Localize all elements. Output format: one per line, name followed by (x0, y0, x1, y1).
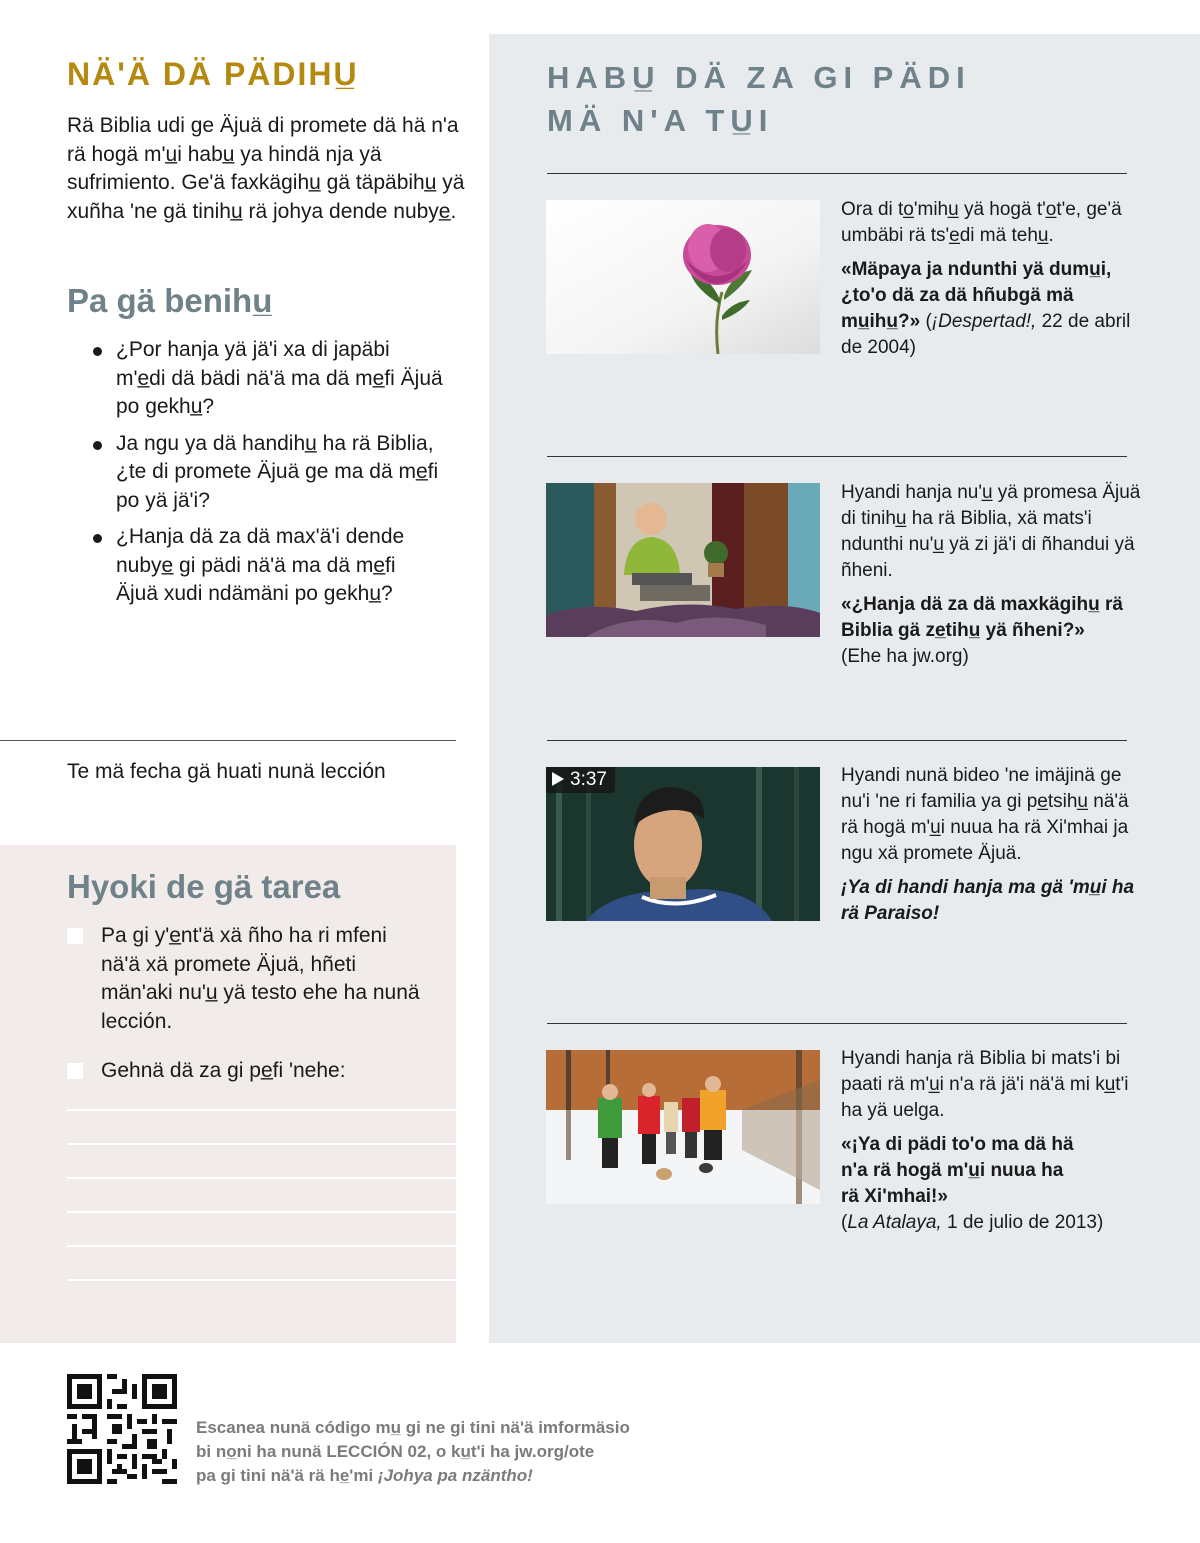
resource-link[interactable] (841, 875, 1141, 927)
resource-intro: Hyandi hanja rä Biblia bi mats'i bi paati rä m'u̲i n'a rä jä'i nä'ä mi ku̲t'i ha yä uelga. (841, 1048, 1129, 1121)
footer-line (196, 1464, 716, 1488)
task-item-text: Gehnä dä za gi pe̲fi 'nehe: (101, 1059, 346, 1082)
resource-intro: Ora di to̲'mihu̲ yä hogä t'o̲t'e, ge'ä umbäbi rä ts'e̲di mä tehu̲. (841, 199, 1122, 246)
footer-link-title[interactable]: ¡Johya pa nzäntho! (377, 1466, 533, 1485)
writing-line[interactable] (67, 1279, 456, 1281)
divider (547, 173, 1127, 174)
divider (547, 1023, 1127, 1024)
video-duration: 3:37 (570, 769, 607, 790)
footer-line-text: pa gi tini nä'ä rä he̲'mi (196, 1466, 378, 1485)
citation-pre: ( (841, 1212, 848, 1233)
divider (547, 740, 1127, 741)
footer-line: Escanea nunä código mu̲ gi ne gi tini nä'ä imformäsio (196, 1418, 630, 1437)
resource-text (841, 480, 1141, 670)
citation-date: 22 de abril de 2004) (841, 311, 1131, 358)
divider (0, 740, 456, 741)
citation-pre: ( (925, 311, 932, 332)
resource-link-text: «¡Ya di pädi to'o ma dä hä n'a rä hogä m'u̲i nuua ha rä Xi'mhai!» (841, 1134, 1074, 1207)
bullet-icon (93, 441, 102, 450)
resources-title-line2: MÄ N'A TU̲I (547, 103, 774, 138)
resource-intro: Hyandi hanja nu'u̲ yä promesa Äjuä di tinihu̲ ha rä Biblia, xä mats'i ndunthi nu'u̲ yä zi jä'i di ñhandui yä ñheni. (841, 482, 1141, 581)
review-item (93, 523, 443, 609)
review-title: Pa gä benihu̲ (67, 282, 273, 319)
writing-line[interactable] (67, 1245, 456, 1247)
writing-line[interactable] (67, 1211, 456, 1213)
resource-link-text: «¿Hanja dä za dä maxkägihu̲ rä Biblia gä ze̲tihu̲ yä ñheni?» (841, 594, 1123, 641)
review-item (93, 336, 443, 422)
task-item (67, 1057, 427, 1086)
summary-title: NÄ'Ä DÄ PÄDIHU̲ (67, 56, 359, 92)
checkbox[interactable] (67, 928, 83, 944)
resources-title (547, 56, 1107, 142)
family-walking-in-snow-image[interactable] (546, 1050, 820, 1204)
citation-source: (Ehe ha jw.org) (841, 646, 969, 667)
writing-line[interactable] (67, 1109, 456, 1111)
citation-title: ¡Despertad!, (931, 311, 1037, 332)
review-item-text: ¿Por hanja yä jä'i xa di japäbi m'e̲di dä bädi nä'ä ma dä me̲fi Äjuä po gekhu̲? (116, 338, 443, 418)
video-thumbnail[interactable] (546, 767, 820, 921)
resource-text (841, 197, 1141, 361)
resource-link[interactable] (841, 592, 1141, 644)
task-box (0, 845, 456, 1343)
writing-line[interactable] (67, 1143, 456, 1145)
bullet-icon (93, 347, 102, 356)
resources-title-line1: HABU̲ DÄ ZA GI PÄDI (547, 60, 971, 95)
footer-line: bi no̲ni ha nunä LECCIÓN 02, o ku̲t'i ha jw.org/ote (196, 1442, 595, 1461)
flower-image[interactable] (546, 200, 820, 354)
divider (547, 456, 1127, 457)
resource-link-text: «Mäpaya ja ndunthi yä dumu̲i, ¿to'o dä za dä hñubgä mä mu̲ihu̲?» (841, 259, 1112, 332)
task-item-text: Pa gi y'e̲nt'ä xä ñho ha ri mfeni nä'ä xä promete Äjuä, hñeti män'aki nu'u̲ yä testo ehe ha nunä lección. (101, 924, 420, 1033)
citation (841, 644, 1141, 670)
summary-text: Rä Biblia udi ge Äjuä di promete dä hä n'a rä hogä m'u̲i habu̲ ya hindä nja yä sufrimiento. Ge'ä faxkägihu̲ gä täpäbihu̲ yä xuñha 'ne gä tinihu̲ rä johya dende nubye̲. (67, 114, 465, 223)
citation-date: 1 de julio de 2013) (941, 1212, 1104, 1233)
resource-intro: Hyandi nunä bideo 'ne imäjinä ge nu'i 'ne ri familia ya gi pe̲tsihu̲ nä'ä rä hogä m'u̲i nuua ha rä Xi'mhai ja ngu xä promete Äjuä. (841, 765, 1129, 864)
writing-line[interactable] (67, 1177, 456, 1179)
video-duration-badge (546, 767, 615, 793)
play-icon (552, 772, 564, 786)
task-item (67, 922, 427, 1036)
bullet-icon (93, 534, 102, 543)
date-label: Te mä fecha gä huati nunä lección (67, 760, 386, 783)
review-list (93, 336, 443, 617)
resource-text (841, 763, 1141, 927)
review-item-text: Ja ngu ya dä handihu̲ ha rä Biblia, ¿te di promete Äjuä ge ma dä me̲fi po yä jä'i? (116, 431, 439, 512)
citation-title: La Atalaya, (847, 1212, 942, 1233)
task-title: Hyoki de gä tarea (67, 868, 341, 905)
citation (841, 1210, 1141, 1236)
resource-link[interactable] (841, 257, 1141, 361)
qr-code-icon[interactable] (67, 1374, 177, 1484)
resource-text (841, 1046, 1141, 1236)
man-in-wheelchair-image[interactable] (546, 483, 820, 637)
footer-text (196, 1416, 716, 1488)
checkbox[interactable] (67, 1063, 83, 1079)
resource-link[interactable] (841, 1132, 1081, 1210)
resource-link-text: ¡Ya di handi hanja ma gä 'mu̲i ha rä Paraiso! (841, 877, 1135, 924)
review-item-text: ¿Hanja dä za dä max'ä'i dende nubye̲ gi pädi nä'ä ma dä me̲fi Äjuä xudi ndämäni po gekhu̲? (116, 525, 405, 605)
review-item (93, 430, 443, 516)
